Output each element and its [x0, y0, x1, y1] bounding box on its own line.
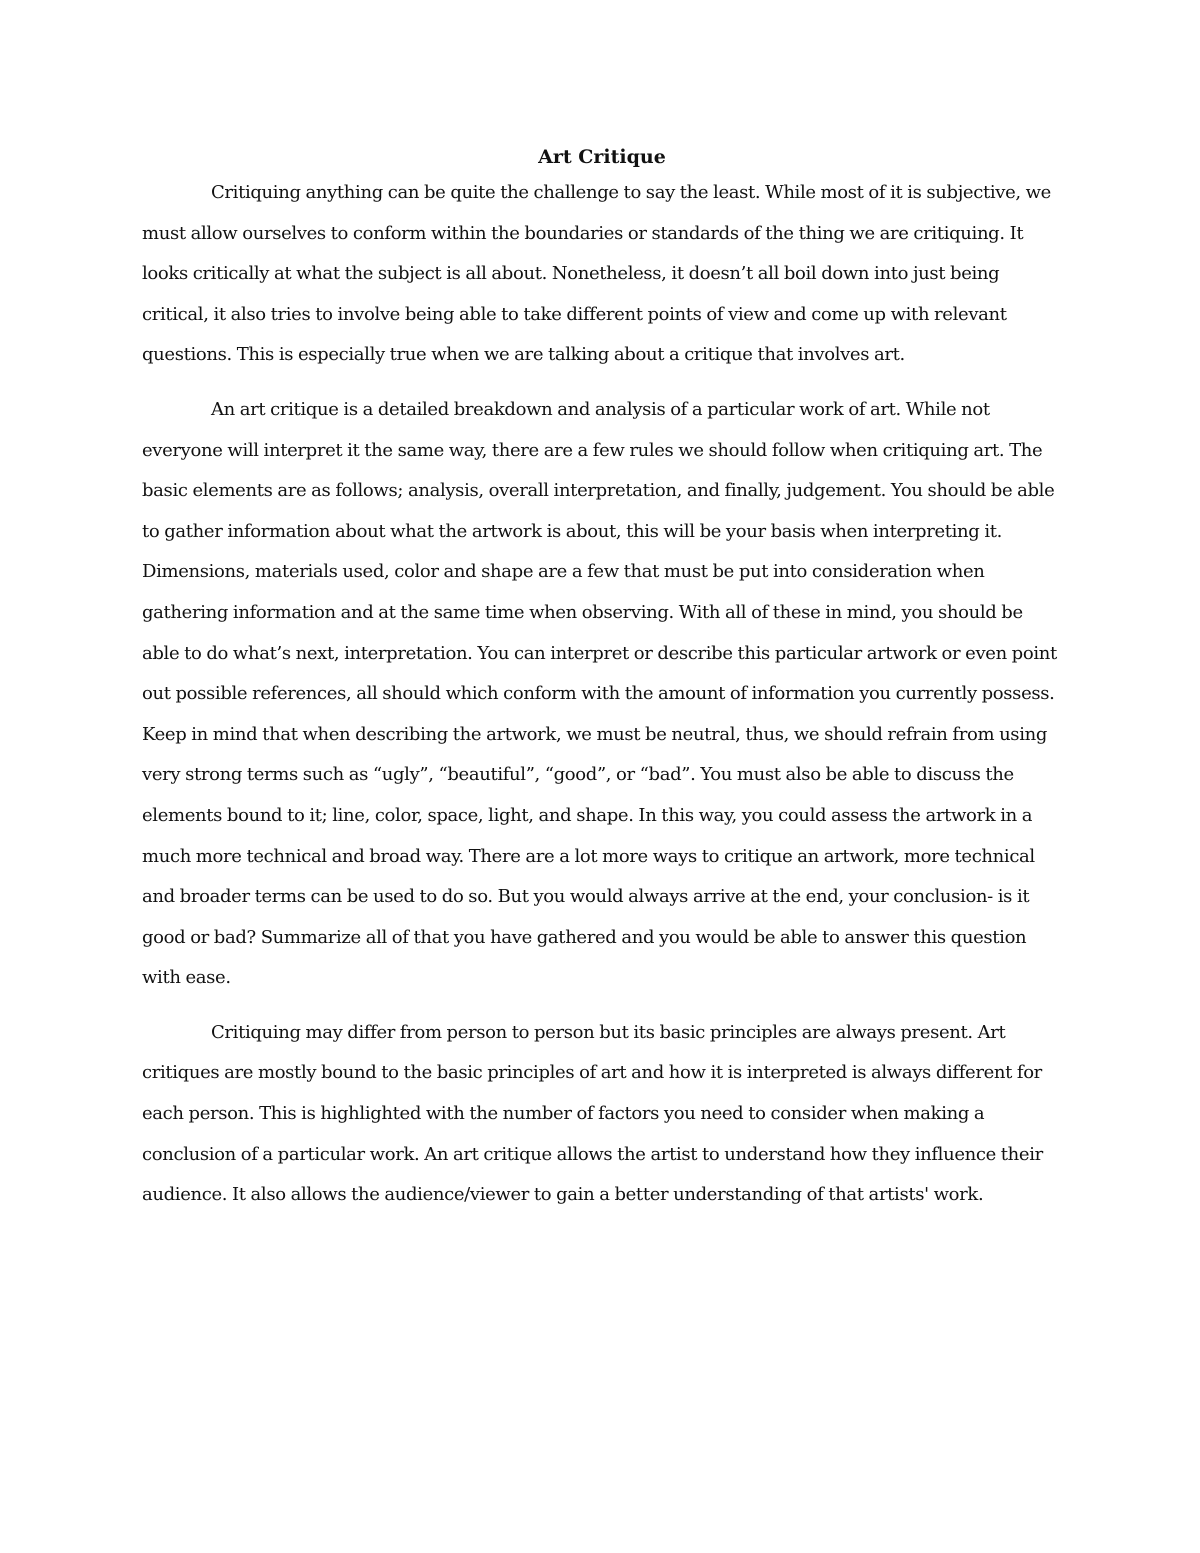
- document-body: [142, 143, 1062, 1230]
- paragraph-3: Critiquing may differ from person to person but its basic principles are always present. Art critiques are mostly bound to the basic principles of art and how it is interpreted is always different for each person. This is highlighted with the number of factors you need to consider when making a conclusion of a particular work. An art critique allows the artist to understand how they influence their audience. It also allows the audience/viewer to gain a better understanding of that artists' work.: [142, 1021, 1043, 1206]
- paragraph-1: Critiquing anything can be quite the challenge to say the least. While most of it is subjective, we must allow ourselves to conform within the boundaries or standards of the thing we are critiquing. It looks critically at what the subject is all about. Nonetheless, it doesn’t all boil down into just being critical, it also tries to involve being able to take different points of view and come up with relevant questions. This is especially true when we are talking about a critique that involves art.: [142, 182, 1051, 366]
- paragraph-2: An art critique is a detailed breakdown and analysis of a particular work of art. While not everyone will interpret it the same way, there are a few rules we should follow when critiquing art. The basic elements are as follows; analysis, overall interpretation, and finally, judgement. You should be able to gather information about what the artwork is about, this will be your basis when interpreting it. Dimensions, materials used, color and shape are a few that must be put into consideration when gathering information and at the same time when observing. With all of these in mind, you should be able to do what’s next, interpretation. You can interpret or describe this particular artwork or even point out possible references, all should which conform with the amount of information you currently possess. Keep in mind that when describing the artwork, we must be neutral, thus, we should refrain from using very strong terms such as “ugly”, “beautiful”, “good”, or “bad”. You must also be able to discuss the elements bound to it; line, color, space, light, and shape. In this way, you could assess the artwork in a much more technical and broad way. There are a lot more ways to critique an artwork, more technical and broader terms can be used to do so. But you would always arrive at the end, your conclusion- is it good or bad? Summarize all of that you have gathered and you would be able to answer this question with ease.: [142, 398, 1057, 989]
- document-title: Art Critique: [538, 146, 666, 168]
